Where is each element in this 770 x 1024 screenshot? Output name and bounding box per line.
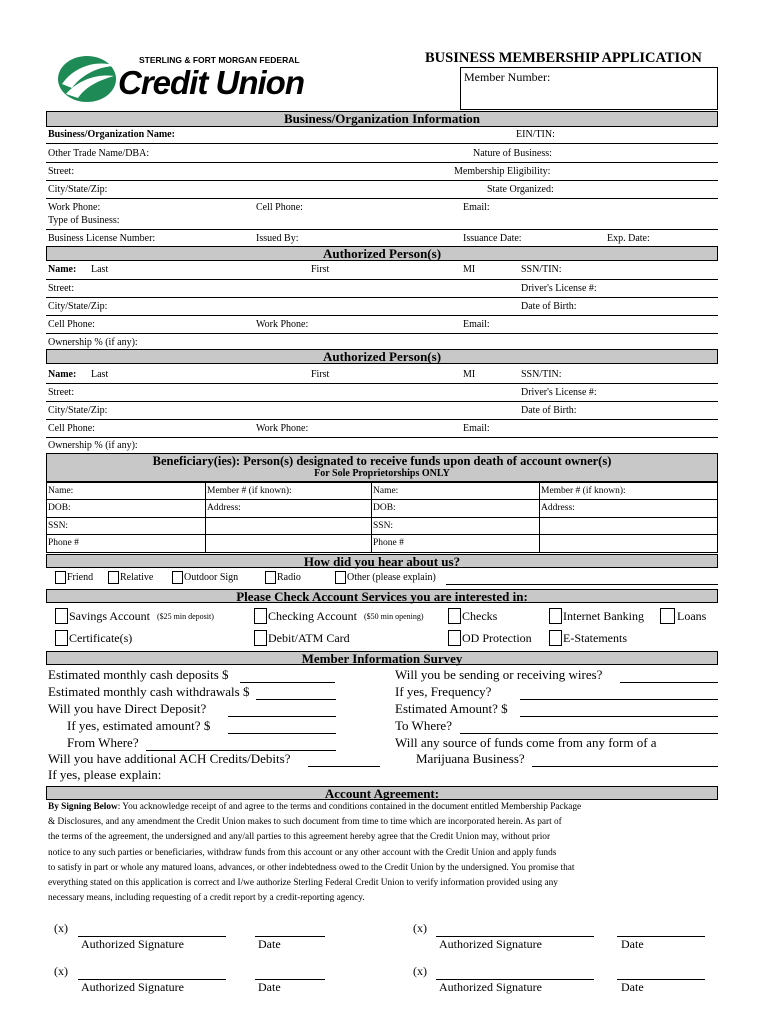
od-protection-checkbox[interactable] bbox=[448, 630, 461, 646]
ben1-member-label: Member # (if known): bbox=[207, 486, 292, 496]
issued-by-label: Issued By: bbox=[256, 233, 299, 244]
nature-label: Nature of Business: bbox=[473, 148, 552, 159]
hear-heading: How did you hear about us? bbox=[46, 554, 718, 568]
survey-cash-withdrawals: Estimated monthly cash withdrawals $ bbox=[48, 684, 250, 699]
survey-direct-deposit: Will you have Direct Deposit? bbox=[48, 701, 207, 716]
survey-marijuana-q: Will any source of funds come from any form of a bbox=[395, 735, 657, 750]
agreement-bold: By Signing Below bbox=[48, 802, 118, 812]
beneficiary-table bbox=[46, 482, 718, 552]
agreement-line-5: to satisfy in part or whole any matured loans, advances, or other indebtedness owed to the Credit Union by the undersigned. You promise that bbox=[48, 863, 575, 873]
checking-checkbox[interactable] bbox=[254, 608, 267, 624]
estatements-label: E-Statements bbox=[563, 631, 627, 645]
state-organized-label: State Organized: bbox=[487, 184, 554, 195]
sig4-date-label: Date bbox=[621, 980, 644, 994]
person1-dl-label: Driver's License #: bbox=[521, 283, 597, 294]
outdoor-sign-label: Outdoor Sign bbox=[184, 572, 239, 583]
relative-checkbox[interactable] bbox=[108, 571, 119, 584]
internet-banking-label: Internet Banking bbox=[563, 609, 644, 623]
person1-email-label: Email: bbox=[463, 319, 490, 330]
person2-first-label: First bbox=[311, 369, 330, 380]
exp-date-label: Exp. Date: bbox=[607, 233, 650, 244]
sig1-x: (x) bbox=[54, 921, 68, 935]
member-number-box[interactable] bbox=[460, 67, 718, 110]
checks-checkbox[interactable] bbox=[448, 608, 461, 624]
savings-checkbox[interactable] bbox=[55, 608, 68, 624]
person2-ssn-label: SSN/TIN: bbox=[521, 369, 562, 380]
sig1-date-label: Date bbox=[258, 937, 281, 951]
beneficiary-heading-text: Beneficiary(ies): Person(s) designated to receive funds upon death of account owner(s) bbox=[152, 454, 612, 468]
friend-checkbox[interactable] bbox=[55, 571, 66, 584]
person2-cell-label: Cell Phone: bbox=[48, 423, 95, 434]
cash-deposits-line[interactable] bbox=[240, 682, 335, 683]
wire-amount-line[interactable] bbox=[520, 716, 718, 717]
sig2-label: Authorized Signature bbox=[439, 937, 542, 951]
agreement-line-7: necessary means, including requesting of a credit report by a credit-reporting agency. bbox=[48, 893, 365, 903]
sig3-x: (x) bbox=[54, 964, 68, 978]
sig2-date-label: Date bbox=[621, 937, 644, 951]
ben2-dob-label: DOB: bbox=[373, 503, 396, 513]
survey-wire-amount: Estimated Amount? $ bbox=[395, 701, 508, 716]
survey-marijuana-business: Marijuana Business? bbox=[416, 751, 525, 766]
certificates-checkbox[interactable] bbox=[55, 630, 68, 646]
sig4-label: Authorized Signature bbox=[439, 980, 542, 994]
radio-checkbox[interactable] bbox=[265, 571, 276, 584]
beneficiary-heading bbox=[46, 453, 718, 482]
ben1-ssn-label: SSN: bbox=[48, 521, 69, 531]
person1-dob-label: Date of Birth: bbox=[521, 301, 577, 312]
sig2-x: (x) bbox=[413, 921, 427, 935]
cash-withdrawals-line[interactable] bbox=[256, 699, 336, 700]
agreement-line-1 bbox=[48, 800, 720, 815]
friend-label: Friend bbox=[67, 572, 94, 583]
other-checkbox[interactable] bbox=[335, 571, 346, 584]
logo-main-text: Credit Union bbox=[118, 64, 304, 101]
direct-deposit-line[interactable] bbox=[228, 716, 336, 717]
eligibility-label: Membership Eligibility: bbox=[454, 166, 551, 177]
survey-explain: If yes, please explain: bbox=[48, 767, 162, 782]
logo-swoosh-icon bbox=[56, 54, 120, 104]
person1-work-label: Work Phone: bbox=[256, 319, 309, 330]
person2-dob-label: Date of Birth: bbox=[521, 405, 577, 416]
ben2-name-label: Name: bbox=[373, 486, 399, 496]
od-protection-label: OD Protection bbox=[462, 631, 532, 645]
person1-last-label: Last bbox=[91, 264, 109, 275]
certificates-label: Certificate(s) bbox=[69, 631, 133, 645]
person2-email-label: Email: bbox=[463, 423, 490, 434]
survey-cash-deposits: Estimated monthly cash deposits $ bbox=[48, 667, 229, 682]
survey-ach: Will you have additional ACH Credits/Debits? bbox=[48, 751, 291, 766]
debit-card-label: Debit/ATM Card bbox=[268, 631, 350, 645]
person2-work-label: Work Phone: bbox=[256, 423, 309, 434]
checking-label: Checking Account bbox=[268, 609, 357, 623]
person1-ownership-label: Ownership % (if any): bbox=[48, 337, 138, 348]
agreement-line-2: & Disclosures, and any amendment the Credit Union makes to such document from time to time which are incorporated herein. As part of bbox=[48, 817, 562, 827]
person1-street-label: Street: bbox=[48, 283, 75, 294]
ben2-address-label: Address: bbox=[541, 503, 575, 513]
business-heading: Business/Organization Information bbox=[46, 111, 718, 127]
other-explain-line[interactable] bbox=[446, 584, 718, 585]
checking-note: ($50 min opening) bbox=[364, 612, 424, 621]
person2-street-label: Street: bbox=[48, 387, 75, 398]
issuance-date-label: Issuance Date: bbox=[463, 233, 522, 244]
ben1-address-label: Address: bbox=[207, 503, 241, 513]
agreement-line-3: the terms of the agreement, the undersigned and any/all parties to this agreement hereby agree that the Credit Union may, without prior bbox=[48, 832, 551, 842]
agreement-line-4: notice to any such parties or beneficiaries, withdraw funds from this account or any other account with the Credit Union and apply funds bbox=[48, 848, 557, 858]
relative-label: Relative bbox=[120, 572, 154, 583]
person2-last-label: Last bbox=[91, 369, 109, 380]
ben2-member-label: Member # (if known): bbox=[541, 486, 626, 496]
loans-label: Loans bbox=[677, 609, 707, 623]
savings-label: Savings Account bbox=[69, 609, 150, 623]
debit-card-checkbox[interactable] bbox=[254, 630, 267, 646]
survey-frequency: If yes, Frequency? bbox=[395, 684, 492, 699]
person1-name-label: Name: bbox=[48, 264, 77, 275]
other-label: Other (please explain) bbox=[347, 572, 436, 583]
person1-heading: Authorized Person(s) bbox=[46, 246, 718, 261]
member-number-label: Member Number: bbox=[464, 70, 551, 84]
survey-heading: Member Information Survey bbox=[46, 651, 718, 665]
marijuana-line[interactable] bbox=[532, 766, 718, 767]
services-heading: Please Check Account Services you are interested in: bbox=[46, 589, 718, 603]
person2-ownership-label: Ownership % (if any): bbox=[48, 440, 138, 451]
ben2-ssn-label: SSN: bbox=[373, 521, 394, 531]
person1-mi-label: MI bbox=[463, 264, 476, 275]
survey-wires: Will you be sending or receiving wires? bbox=[395, 667, 603, 682]
sig1-label: Authorized Signature bbox=[81, 937, 184, 951]
license-label: Business License Number: bbox=[48, 233, 156, 244]
form-title: BUSINESS MEMBERSHIP APPLICATION bbox=[425, 50, 702, 66]
sig3-label: Authorized Signature bbox=[81, 980, 184, 994]
sig3-date-label: Date bbox=[258, 980, 281, 994]
agreement-line-1-text: : You acknowledge receipt of and agree to the terms and conditions contained in the document entitled Membership Package bbox=[117, 802, 582, 812]
business-work-phone-label: Work Phone: bbox=[48, 202, 101, 213]
agreement-heading: Account Agreement: bbox=[46, 786, 718, 800]
beneficiary-subheading: For Sole Proprietorships ONLY bbox=[314, 468, 450, 479]
savings-note: ($25 min deposit) bbox=[157, 612, 214, 621]
ach-line[interactable] bbox=[308, 766, 380, 767]
checks-label: Checks bbox=[462, 609, 498, 623]
business-csz-label: City/State/Zip: bbox=[48, 184, 108, 195]
person2-mi-label: MI bbox=[463, 369, 476, 380]
person2-dl-label: Driver's License #: bbox=[521, 387, 597, 398]
agreement-line-6: everything stated on this application is correct and I/we authorize Sterling Federal Credit Union to verify information provided using any bbox=[48, 878, 558, 888]
person1-csz-label: City/State/Zip: bbox=[48, 301, 108, 312]
ben1-name-label: Name: bbox=[48, 486, 74, 496]
loans-checkbox[interactable] bbox=[660, 608, 675, 624]
business-type-label: Type of Business: bbox=[48, 215, 120, 226]
business-name-label: Business/Organization Name: bbox=[48, 129, 175, 140]
business-email-label: Email: bbox=[463, 202, 490, 213]
ein-label: EIN/TIN: bbox=[516, 129, 555, 140]
internet-banking-checkbox[interactable] bbox=[549, 608, 562, 624]
person1-cell-label: Cell Phone: bbox=[48, 319, 95, 330]
radio-label: Radio bbox=[277, 572, 301, 583]
outdoor-sign-checkbox[interactable] bbox=[172, 571, 183, 584]
person2-csz-label: City/State/Zip: bbox=[48, 405, 108, 416]
sig4-x: (x) bbox=[413, 964, 427, 978]
business-street-label: Street: bbox=[48, 166, 75, 177]
wires-line[interactable] bbox=[620, 682, 718, 683]
dd-amount-line[interactable] bbox=[228, 733, 336, 734]
estatements-checkbox[interactable] bbox=[549, 630, 562, 646]
person1-first-label: First bbox=[311, 264, 330, 275]
dba-label: Other Trade Name/DBA: bbox=[48, 148, 150, 159]
logo-top-text: STERLING & FORT MORGAN FEDERAL bbox=[139, 55, 300, 65]
person2-heading: Authorized Person(s) bbox=[46, 349, 718, 364]
frequency-line[interactable] bbox=[520, 699, 718, 700]
to-where-line[interactable] bbox=[460, 733, 718, 734]
survey-from-where: From Where? bbox=[67, 735, 139, 750]
survey-to-where: To Where? bbox=[395, 718, 452, 733]
survey-dd-amount: If yes, estimated amount? $ bbox=[67, 718, 211, 733]
business-cell-phone-label: Cell Phone: bbox=[256, 202, 303, 213]
person2-name-label: Name: bbox=[48, 369, 77, 380]
ben2-phone-label: Phone # bbox=[373, 538, 404, 548]
ben1-dob-label: DOB: bbox=[48, 503, 71, 513]
person1-ssn-label: SSN/TIN: bbox=[521, 264, 562, 275]
ben1-phone-label: Phone # bbox=[48, 538, 79, 548]
